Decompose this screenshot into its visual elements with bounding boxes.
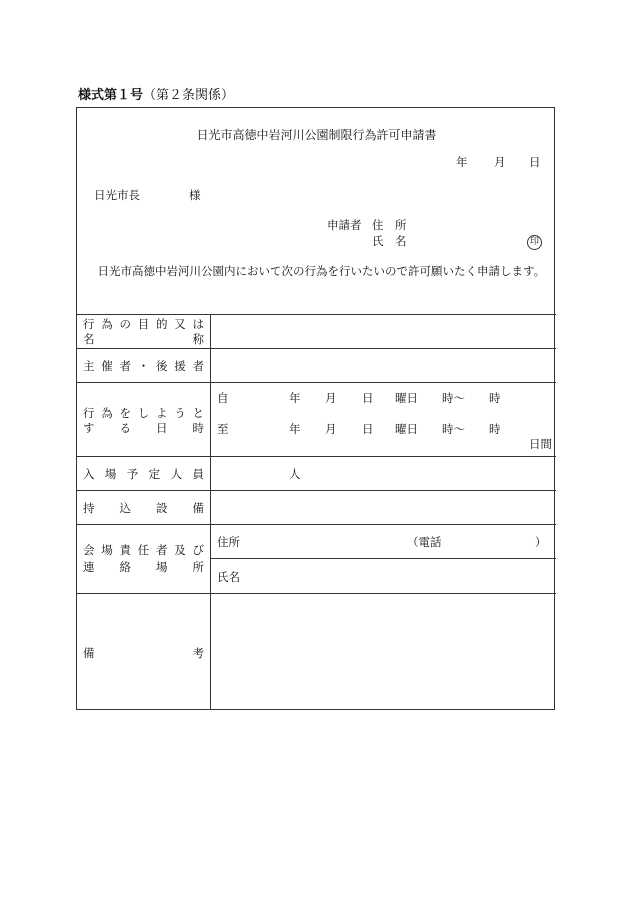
- date-year: 年: [456, 155, 468, 169]
- responsible-address-label: 住所: [217, 535, 240, 549]
- form-title: 日光市高徳中岩河川公園制限行為許可申請書: [196, 128, 437, 142]
- period-to-year: 年: [289, 422, 301, 436]
- seal-mark: [527, 233, 542, 250]
- addressee-honorific: 様: [189, 188, 201, 202]
- purpose-label-line1: 行 為 の 目 的 又 は: [83, 317, 204, 331]
- responsible-name-label: 氏名: [217, 570, 240, 584]
- period-to-label: 至: [217, 422, 229, 436]
- organizer-label: 主 催 者 ・ 後 援 者: [83, 359, 204, 373]
- period-from-weekday: 曜日: [395, 391, 418, 405]
- form-relation: （第２条関係）: [143, 88, 235, 103]
- date-month: 月: [494, 155, 506, 169]
- column-divider: [210, 314, 211, 710]
- purpose-label-left: 名: [83, 332, 95, 346]
- row-divider: [77, 490, 556, 491]
- seal-text: 印: [527, 235, 542, 250]
- period-from-day: 日: [362, 391, 374, 405]
- period-to-weekday: 曜日: [395, 422, 418, 436]
- period-to-time-start: 時～: [442, 422, 465, 436]
- form-number: 様式第１号: [78, 88, 144, 103]
- responsible-label-line2: 連 絡 場 所: [83, 560, 204, 574]
- period-to-time-end: 時: [489, 422, 501, 436]
- applicant-address-label: 住 所: [372, 218, 407, 232]
- purpose-label-line2: [83, 331, 204, 347]
- row-divider: [211, 558, 556, 559]
- period-duration: 日間: [529, 437, 552, 451]
- row-divider: [77, 382, 556, 383]
- period-from-time-end: 時: [489, 391, 501, 405]
- attendance-unit: 人: [289, 467, 301, 481]
- period-from-label: 自: [217, 391, 229, 405]
- applicant-name-label: 氏 名: [372, 234, 407, 248]
- responsible-phone-close: ）: [535, 535, 547, 549]
- application-body-text: 日光市高徳中岩河川公園内において次の行為を行いたいので許可願いたく申請します。: [97, 264, 546, 278]
- application-form: [76, 107, 555, 710]
- form-header: [78, 84, 234, 103]
- attendance-label: 入 場 予 定 人 員: [83, 467, 204, 481]
- row-divider: [77, 348, 556, 349]
- period-from-year: 年: [289, 391, 301, 405]
- purpose-label-right: 称: [192, 332, 204, 346]
- period-label-line1: 行 為 を し よ う と: [83, 406, 204, 420]
- responsible-label-line1: 会 場 責 任 者 及 び: [83, 543, 204, 557]
- row-divider: [77, 524, 556, 525]
- applicant-label: 申請者: [327, 218, 362, 232]
- row-divider: [77, 593, 556, 594]
- addressee-name: 日光市長: [94, 188, 140, 202]
- remarks-label: 備 考: [83, 646, 204, 660]
- period-to-month: 月: [325, 422, 337, 436]
- responsible-phone-open: （電話: [407, 535, 442, 549]
- period-from-month: 月: [325, 391, 337, 405]
- period-from-time-start: 時～: [442, 391, 465, 405]
- period-label-line2: す る 日 時: [83, 421, 204, 435]
- date-day: 日: [529, 155, 541, 169]
- period-to-day: 日: [362, 422, 374, 436]
- row-divider: [77, 314, 556, 315]
- row-divider: [77, 456, 556, 457]
- equipment-label: 持 込 設 備: [83, 501, 204, 515]
